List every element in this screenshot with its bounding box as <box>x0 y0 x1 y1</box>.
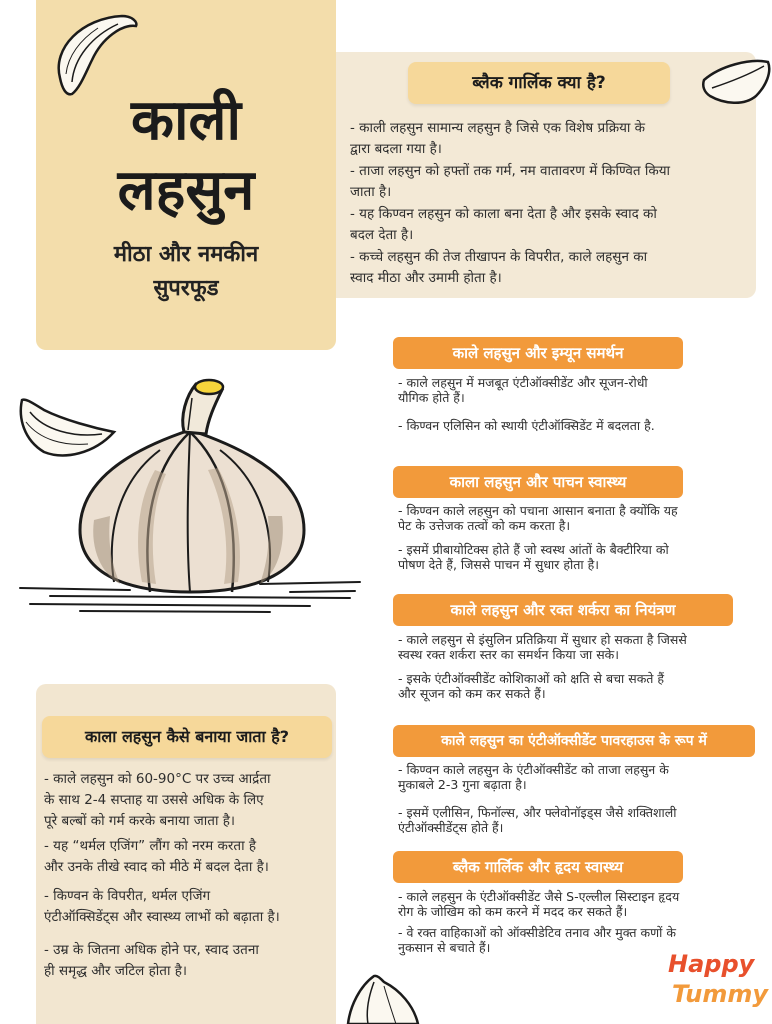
text-line: - इसके एंटीऑक्सीडेंट कोशिकाओं को क्षति से बचा सकते हैं <box>398 671 665 686</box>
text-line: - ताजा लहसुन को हफ्तों तक गर्म, नम वातावरण में किण्वित किया <box>350 163 671 179</box>
text-line: - इसमें एलीसिन, फिनॉल्स, और फ्लेवोनॉइड्स जैसे शक्तिशाली <box>398 805 677 820</box>
text-line: - कच्चे लहसुन की तेज तीखापन के विपरीत, काले लहसुन का <box>350 249 648 265</box>
text-line: मुकाबले 2-3 गुना बढ़ाता है। <box>398 777 527 792</box>
page-subtitle-line2: सुपरफूड <box>153 276 219 301</box>
text-line: एंटीऑक्सिडेंट्स और स्वास्थ्य लाभों को बढ़ाता है। <box>44 909 280 925</box>
page-title-line1: काली <box>131 88 241 153</box>
garlic-clove-icon <box>700 52 772 110</box>
text-line: पूरे बल्बों को गर्म करके बनाया जाता है। <box>44 813 236 829</box>
text-line: और सूजन को कम कर सकते हैं। <box>398 686 546 701</box>
text-line: एंटीऑक्सीडेंट्स होते हैं। <box>398 820 504 835</box>
page-subtitle-line1: मीठा और नमकीन <box>113 242 259 267</box>
what-is-heading: ब्लैक गार्लिक क्या है? <box>408 62 670 104</box>
text-line: जाता है। <box>350 184 392 200</box>
text-line: पोषण देते हैं, जिससे पाचन में सुधार होता है। <box>398 557 599 572</box>
text-line: - उम्र के जितना अधिक होने पर, स्वाद उतना <box>44 942 259 958</box>
antioxidant-heading: काले लहसुन का एंटीऑक्सीडेंट पावरहाउस के रूप में <box>393 725 755 757</box>
text-line: - काले लहसुन के एंटीऑक्सीडेंट जैसे S-एल्लील सिस्टाइन हृदय <box>398 889 680 904</box>
immune-support-heading: काले लहसुन और इम्यून समर्थन <box>393 337 683 369</box>
logo-line2: Tummy <box>672 980 769 1008</box>
garlic-bulb-icon <box>10 370 370 620</box>
garlic-clove-icon <box>52 8 140 98</box>
logo-line1: Happy <box>668 950 755 978</box>
heart-health-heading: ब्लैक गार्लिक और हृदय स्वास्थ्य <box>393 851 683 883</box>
text-line: - काले लहसुन को 60-90°C पर उच्च आर्द्रता <box>44 771 271 787</box>
text-line: बदल देता है। <box>350 227 414 243</box>
text-line: - किण्वन काले लहसुन के एंटीऑक्सीडेंट को ताजा लहसुन के <box>398 762 669 777</box>
text-line: - किण्वन काले लहसुन को पचाना आसान बनाता है क्योंकि यह <box>398 503 678 518</box>
text-line: द्वारा बदला गया है। <box>350 141 442 157</box>
page-title-line2: लहसुन <box>117 158 255 223</box>
blood-sugar-heading: काले लहसुन और रक्त शर्करा का नियंत्रण <box>393 594 733 626</box>
text-line: - वे रक्त वाहिकाओं को ऑक्सीडेटिव तनाव और मुक्त कणों के <box>398 925 676 940</box>
text-line: - किण्वन एलिसिन को स्थायी एंटीऑक्सिडेंट में बदलता है. <box>398 418 655 433</box>
text-line: - काली लहसुन सामान्य लहसुन है जिसे एक विशेष प्रक्रिया के <box>350 120 646 136</box>
text-line: ही समृद्ध और जटिल होता है। <box>44 963 188 979</box>
text-line: - इसमें प्रीबायोटिक्स होते हैं जो स्वस्थ आंतों के बैक्टीरिया को <box>398 542 669 557</box>
digestive-health-heading: काला लहसुन और पाचन स्वास्थ्य <box>393 466 683 498</box>
text-line: के साथ 2-4 सप्ताह या उससे अधिक के लिए <box>44 792 264 808</box>
text-line: यौगिक होते हैं। <box>398 390 465 405</box>
text-line: - किण्वन के विपरीत, थर्मल एजिंग <box>44 888 211 904</box>
text-line: पेट के उत्तेजक तत्वों को कम करता है। <box>398 518 571 533</box>
text-line: स्वस्थ रक्त शर्करा स्तर का समर्थन किया जा सके। <box>398 647 620 662</box>
garlic-clove-icon <box>344 972 422 1024</box>
text-line: - यह किण्वन लहसुन को काला बना देता है और इसके स्वाद को <box>350 206 657 222</box>
text-line: स्वाद मीठा और उमामी होता है। <box>350 270 502 286</box>
text-line: और उनके तीखे स्वाद को मीठे में बदल देता है। <box>44 859 269 875</box>
text-line: नुकसान से बचाते हैं। <box>398 940 491 955</box>
brand-logo <box>664 950 769 1020</box>
text-line: - यह “थर्मल एजिंग” लौंग को नरम करता है <box>44 838 257 854</box>
text-line: रोग के जोखिम को कम करने में मदद कर सकते हैं। <box>398 904 628 919</box>
text-line: - काले लहसुन से इंसुलिन प्रतिक्रिया में सुधार हो सकता है जिससे <box>398 632 687 647</box>
text-line: - काले लहसुन में मजबूत एंटीऑक्सीडेंट और सूजन-रोधी <box>398 375 648 390</box>
how-made-heading: काला लहसुन कैसे बनाया जाता है? <box>42 716 332 758</box>
